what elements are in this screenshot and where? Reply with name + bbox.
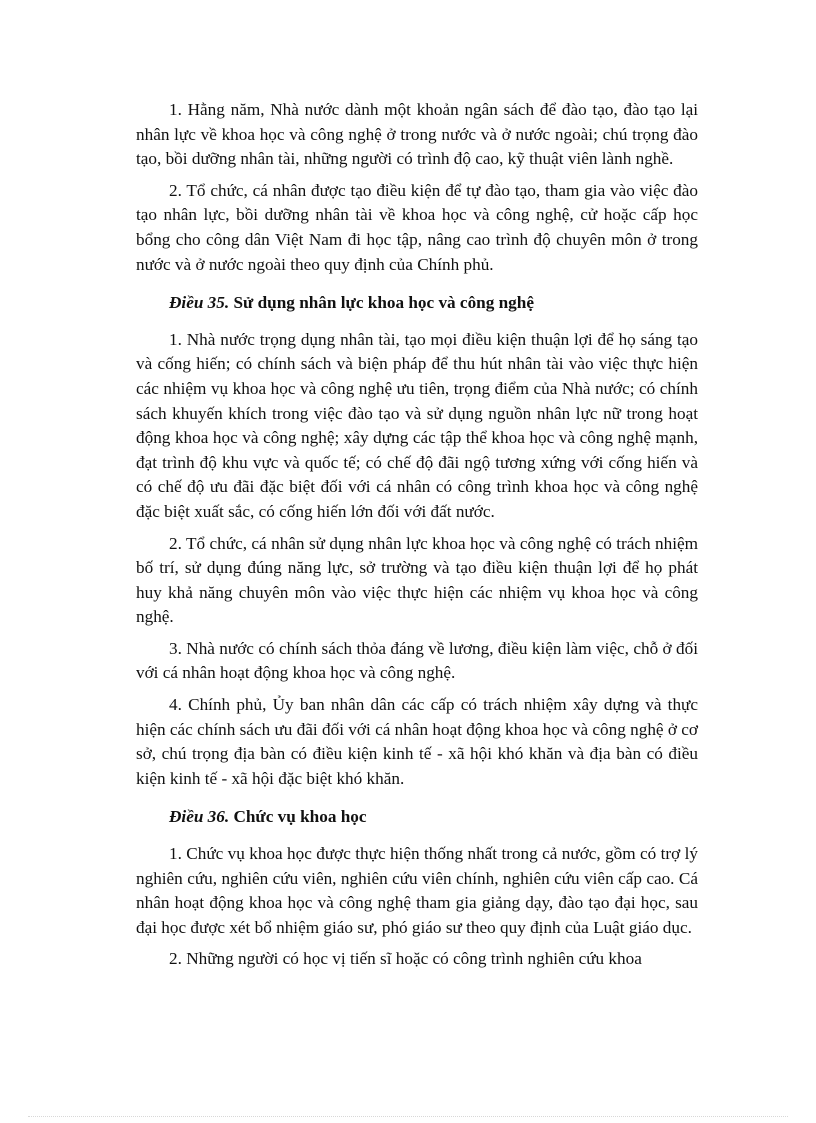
paragraph: 2. Tổ chức, cá nhân sử dụng nhân lực khoa học và công nghệ có trách nhiệm bố trí, sử dụng đúng năng lực, sở trường và tạo điều kiện thuận lợi để họ phát huy khả năng chuyên môn vào việc thực hiện các nhiệm vụ khoa học và công nghệ. (136, 533, 698, 627)
article-heading-35 (136, 291, 698, 316)
article-title: Sử dụng nhân lực khoa học và công nghệ (229, 293, 534, 313)
paragraph: 2. Tổ chức, cá nhân được tạo điều kiện để tự đào tạo, tham gia vào việc đào tạo nhân lực, bồi dưỡng nhân tài về khoa học và công nghệ, cử hoặc cấp học bổng cho công dân Việt Nam đi học tập, nâng cao trình độ chuyên môn ở trong nước và ở nước ngoài theo quy định của Chính phủ. (136, 180, 698, 274)
document-body (136, 98, 698, 979)
article-number: Điều 36. (169, 807, 230, 827)
paragraph: 3. Nhà nước có chính sách thỏa đáng về lương, điều kiện làm việc, chỗ ở đối với cá nhân hoạt động khoa học và công nghệ. (136, 638, 698, 683)
article-title: Chức vụ khoa học (229, 807, 367, 827)
paragraph: 1. Hằng năm, Nhà nước dành một khoản ngân sách để đào tạo, đào tạo lại nhân lực về khoa học và công nghệ ở trong nước và ở nước ngoài; chú trọng đào tạo, bồi dưỡng nhân tài, những người có trình độ cao, kỹ thuật viên lành nghề. (136, 100, 698, 169)
page-bottom-divider (28, 1116, 788, 1117)
article-number: Điều 35. (169, 293, 230, 313)
article-heading-36 (136, 805, 698, 830)
paragraph: 2. Những người có học vị tiến sĩ hoặc có công trình nghiên cứu khoa (169, 949, 642, 969)
paragraph: 1. Nhà nước trọng dụng nhân tài, tạo mọi điều kiện thuận lợi để họ sáng tạo và cống hiến; có chính sách và biện pháp để thu hút nhân tài vào việc thực hiện các nhiệm vụ khoa học và công nghệ ưu tiên, trọng điểm của Nhà nước; có chính sách khuyến khích trong việc đào tạo và sử dụng nguồn nhân lực nữ trong hoạt động khoa học và công nghệ; xây dựng các tập thể khoa học và công nghệ mạnh, đạt trình độ khu vực và quốc tế; có chế độ đãi ngộ tương xứng với cống hiến và có chế độ ưu đãi đặc biệt đối với cá nhân có công trình khoa học và công nghệ đặc biệt xuất sắc, có cống hiến lớn đối với đất nước. (136, 329, 698, 521)
paragraph: 1. Chức vụ khoa học được thực hiện thống nhất trong cả nước, gồm có trợ lý nghiên cứu, nghiên cứu viên, nghiên cứu viên chính, nghiên cứu viên cấp cao. Cá nhân hoạt động khoa học và công nghệ tham gia giảng dạy, đào tạo đại học, sau đại học được xét bổ nhiệm giáo sư, phó giáo sư theo quy định của Luật giáo dục. (136, 844, 698, 937)
paragraph: 4. Chính phủ, Ủy ban nhân dân các cấp có trách nhiệm xây dựng và thực hiện các chính sách ưu đãi đối với cá nhân hoạt động khoa học và công nghệ ở cơ sở, chú trọng địa bàn có điều kiện kinh tế - xã hội khó khăn và địa bàn có điều kiện kinh tế - xã hội đặc biệt khó khăn. (136, 695, 698, 788)
